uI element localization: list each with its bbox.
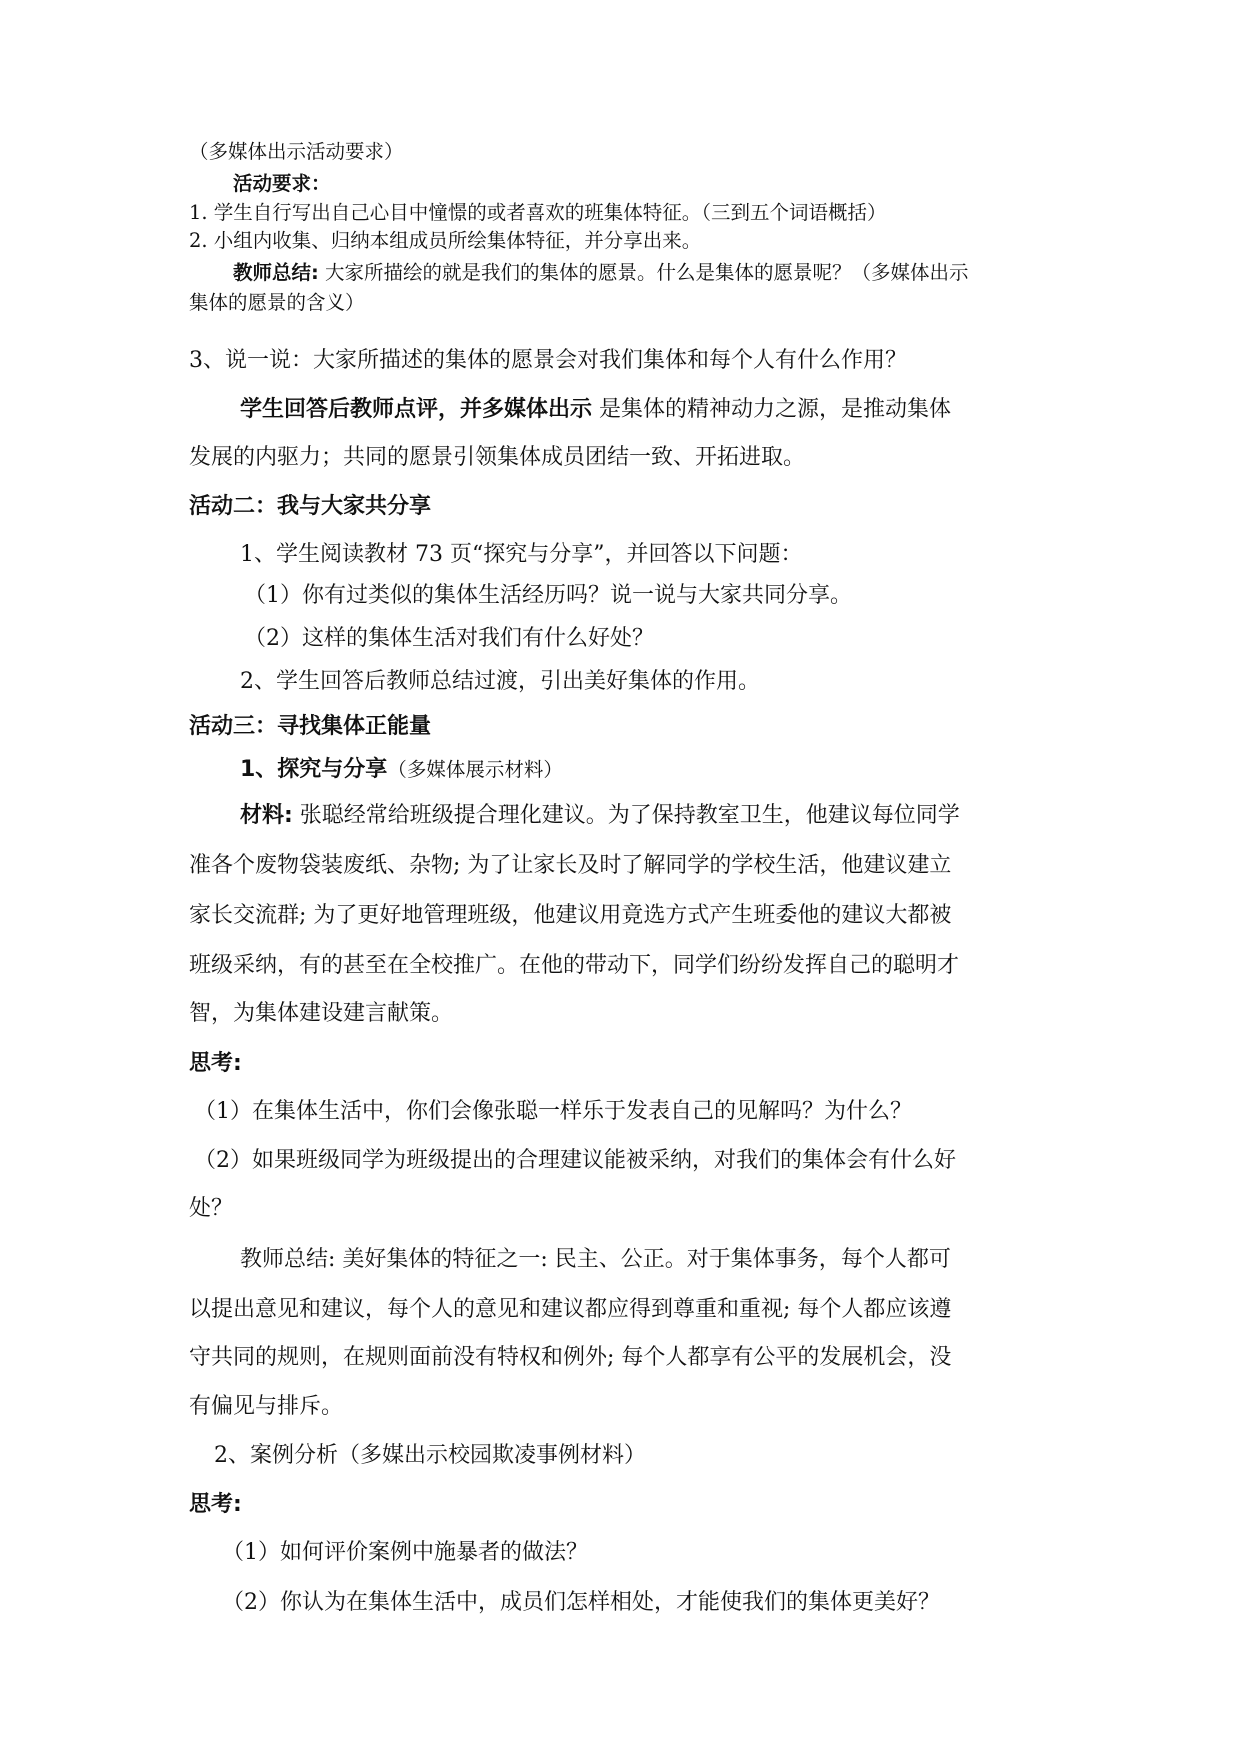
- student-answer-label: 学生回答后教师点评，并多媒体出示: [240, 397, 593, 422]
- think-1-question-1: （1）在集体生活中，你们会像张聪一样乐于发表自己的见解吗？为什么？: [194, 1099, 912, 1124]
- requirement-item-1: 1. 学生自行写出自己心目中憧憬的或者喜欢的班集体特征。（三到五个词语概括）: [189, 201, 887, 224]
- material-text-1: 张聪经常给班级提合理化建议。为了保持教室卫生，他建议每位同学: [292, 803, 960, 828]
- material-label: 材料:: [240, 803, 293, 828]
- material-line-1: [240, 803, 960, 829]
- student-answer-text: 是集体的精神动力之源，是推动集体: [592, 397, 952, 422]
- teacher-summary-2-line-1: 教师总结: 美好集体的特征之一: 民主、公正。对于集体事务，每个人都可: [240, 1247, 951, 1272]
- activity-2-heading: 活动二：我与大家共分享: [189, 494, 432, 519]
- activity-3-subheading-1: [240, 757, 563, 783]
- requirement-item-2: 2. 小组内收集、归纳本组成员所绘集体特征，并分享出来。: [189, 229, 702, 252]
- explore-share-label: 1、探究与分享: [240, 757, 388, 782]
- think-label-1: 思考:: [189, 1051, 242, 1076]
- teacher-summary-2-line-3: 守共同的规则，在规则面前没有特权和例外; 每个人都享有公平的发展机会，没: [189, 1345, 952, 1370]
- activity-requirements-label: 活动要求：: [233, 172, 331, 195]
- teacher-summary-2-line-4: 有偏见与排斥。: [189, 1394, 344, 1419]
- teacher-summary-continuation: 集体的愿景的含义）: [189, 291, 365, 314]
- material-line-2: 准各个废物袋装废纸、杂物; 为了让家长及时了解同学的学校生活，他建议建立: [189, 853, 952, 878]
- material-line-5: 智，为集体建设建言献策。: [189, 1001, 454, 1026]
- teacher-summary-label: 教师总结:: [233, 261, 319, 284]
- section-3-title: 3、说一说：大家所描述的集体的愿景会对我们集体和每个人有什么作用？: [189, 348, 907, 373]
- activity-2-question-1: （1）你有过类似的集体生活经历吗？说一说与大家共同分享。: [244, 583, 852, 608]
- think-1-question-2: （2）如果班级同学为班级提出的合理建议能被采纳，对我们的集体会有什么好: [194, 1148, 956, 1173]
- material-line-4: 班级采纳，有的甚至在全校推广。在他的带动下，同学们纷纷发挥自己的聪明才: [189, 953, 960, 978]
- activity-2-question-2: （2）这样的集体生活对我们有什么好处？: [244, 626, 654, 651]
- think-2-question-2: （2）你认为在集体生活中，成员们怎样相处，才能使我们的集体更美好？: [222, 1590, 940, 1615]
- think-label-2: 思考:: [189, 1492, 242, 1517]
- student-answer-line: [240, 397, 951, 423]
- teacher-summary-line: [233, 261, 969, 284]
- case-analysis-heading: 2、案例分析（多媒出示校园欺凌事例材料）: [214, 1443, 646, 1468]
- activity-3-heading: 活动三：寻找集体正能量: [189, 714, 432, 739]
- media-note: （多媒体出示活动要求）: [189, 140, 404, 163]
- student-answer-continuation: 发展的内驱力；共同的愿景引领集体成员团结一致、开拓进取。: [189, 445, 806, 470]
- think-1-question-2-continuation: 处？: [189, 1196, 234, 1221]
- think-2-question-1: （1）如何评价案例中施暴者的做法？: [222, 1540, 588, 1565]
- teacher-summary-text: 大家所描绘的就是我们的集体的愿景。什么是集体的愿景呢？（多媒体出示: [318, 261, 969, 284]
- activity-2-question-intro: 1、学生阅读教材 73 页“探究与分享”，并回答以下问题：: [240, 542, 803, 567]
- explore-share-note: （多媒体展示材料）: [387, 758, 563, 781]
- teacher-summary-2-line-2: 以提出意见和建议，每个人的意见和建议都应得到尊重和重视; 每个人都应该遵: [189, 1297, 952, 1322]
- material-line-3: 家长交流群; 为了更好地管理班级，他建议用竟选方式产生班委他的建议大都被: [189, 903, 952, 928]
- activity-2-step-2: 2、学生回答后教师总结过渡，引出美好集体的作用。: [240, 669, 760, 694]
